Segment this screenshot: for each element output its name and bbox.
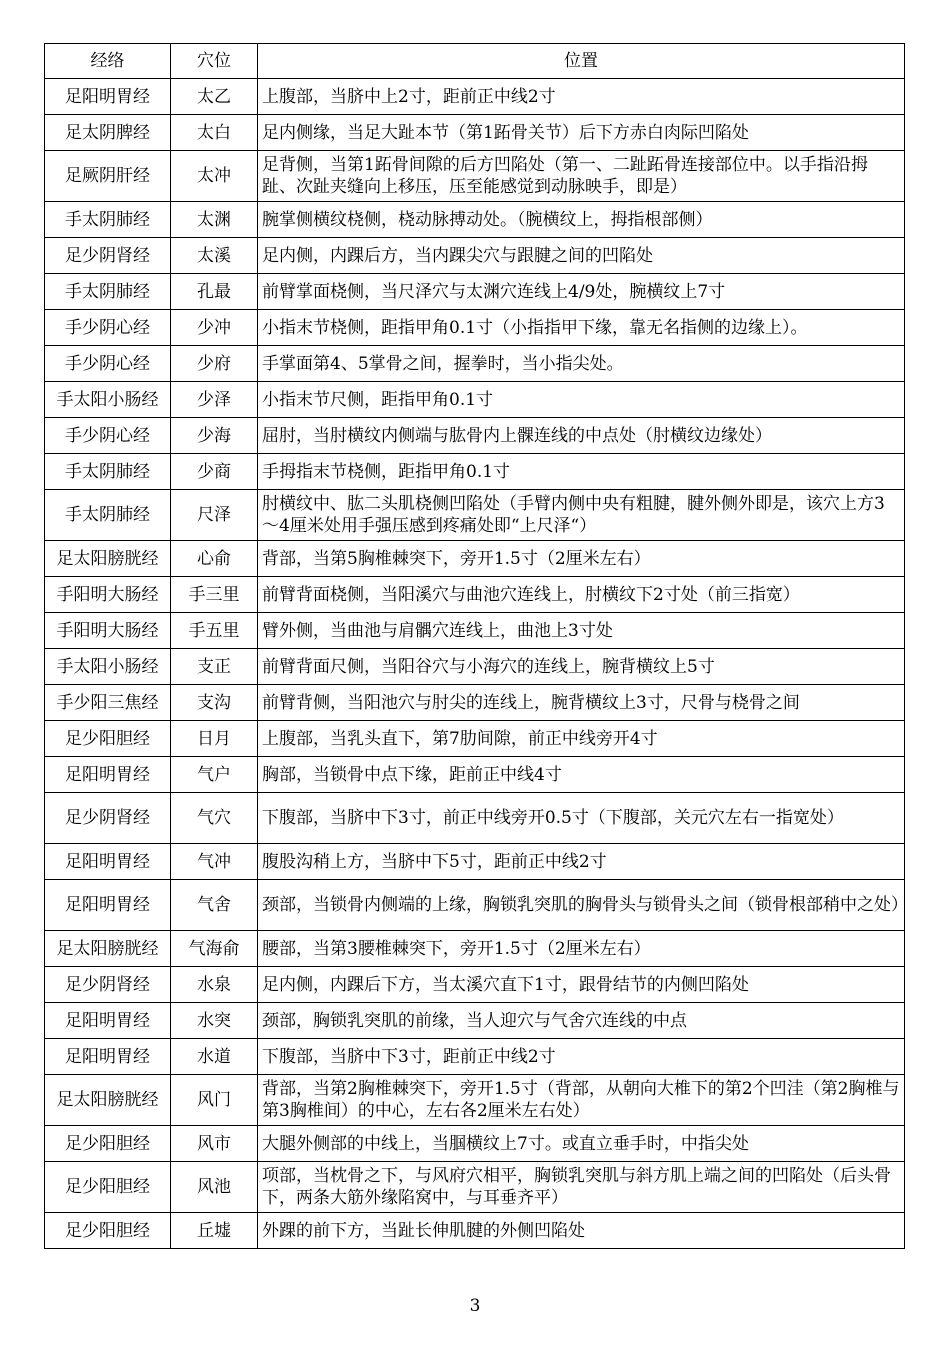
point-cell: 风池	[171, 1162, 258, 1213]
meridian-cell: 手太阳小肠经	[45, 649, 171, 685]
point-cell: 风门	[171, 1075, 258, 1126]
location-cell: 臂外侧，当曲池与肩髃穴连线上，曲池上3寸处	[258, 613, 905, 649]
point-cell: 太溪	[171, 238, 258, 274]
meridian-cell: 手少阴心经	[45, 310, 171, 346]
point-cell: 气户	[171, 757, 258, 793]
header-location: 位置	[258, 44, 905, 79]
table-row	[45, 757, 905, 793]
meridian-cell: 足少阳胆经	[45, 721, 171, 757]
header-point: 穴位	[171, 44, 258, 79]
meridian-cell: 足少阴肾经	[45, 238, 171, 274]
meridian-cell: 手少阴心经	[45, 418, 171, 454]
meridian-cell: 手阳明大肠经	[45, 577, 171, 613]
table-row	[45, 346, 905, 382]
location-cell: 前臂背面桡侧，当阳溪穴与曲池穴连线上，肘横纹下2寸处（前三指宽）	[258, 577, 905, 613]
location-cell: 大腿外侧部的中线上，当腘横纹上7寸。或直立垂手时，中指尖处	[258, 1126, 905, 1162]
point-cell: 少海	[171, 418, 258, 454]
header-row	[45, 44, 905, 79]
location-cell: 前臂背面尺侧，当阳谷穴与小海穴的连线上，腕背横纹上5寸	[258, 649, 905, 685]
location-cell: 足内侧，内踝后方，当内踝尖穴与跟腱之间的凹陷处	[258, 238, 905, 274]
point-cell: 少商	[171, 454, 258, 490]
location-cell: 腹股沟稍上方，当脐中下5寸，距前正中线2寸	[258, 844, 905, 880]
point-cell: 少府	[171, 346, 258, 382]
point-cell: 水道	[171, 1039, 258, 1075]
meridian-cell: 手太阴肺经	[45, 490, 171, 541]
table-row	[45, 454, 905, 490]
meridian-cell: 手太阴肺经	[45, 274, 171, 310]
table-row	[45, 382, 905, 418]
meridian-cell: 足少阳胆经	[45, 1213, 171, 1249]
location-cell: 上腹部，当脐中上2寸，距前正中线2寸	[258, 79, 905, 115]
point-cell: 水泉	[171, 967, 258, 1003]
acupoint-table	[44, 43, 908, 1249]
point-cell: 少冲	[171, 310, 258, 346]
table-row	[45, 721, 905, 757]
table-row	[45, 1162, 905, 1213]
meridian-cell: 足阳明胃经	[45, 79, 171, 115]
table-row	[45, 490, 905, 541]
meridian-cell: 足阳明胃经	[45, 1039, 171, 1075]
meridian-cell: 足太阴脾经	[45, 115, 171, 151]
meridian-cell: 手太阴肺经	[45, 454, 171, 490]
location-cell: 腕掌侧横纹桡侧，桡动脉搏动处。（腕横纹上，拇指根部侧）	[258, 202, 905, 238]
table-row	[45, 931, 905, 967]
location-cell: 手拇指末节桡侧，距指甲角0.1寸	[258, 454, 905, 490]
meridian-cell: 手少阳三焦经	[45, 685, 171, 721]
meridian-cell: 足少阴肾经	[45, 967, 171, 1003]
table-row	[45, 115, 905, 151]
meridian-cell: 手太阳小肠经	[45, 382, 171, 418]
table-row	[45, 685, 905, 721]
meridian-cell: 手阳明大肠经	[45, 613, 171, 649]
table-row	[45, 613, 905, 649]
table-row	[45, 1126, 905, 1162]
table-row	[45, 202, 905, 238]
location-cell: 腰部，当第3腰椎棘突下，旁开1.5寸（2厘米左右）	[258, 931, 905, 967]
point-cell: 太冲	[171, 151, 258, 202]
meridian-cell: 手太阴肺经	[45, 202, 171, 238]
table-row	[45, 238, 905, 274]
meridian-cell: 足厥阴肝经	[45, 151, 171, 202]
point-cell: 手三里	[171, 577, 258, 613]
location-cell: 颈部，当锁骨内侧端的上缘，胸锁乳突肌的胸骨头与锁骨头之间（锁骨根部稍中之处）	[258, 880, 905, 931]
table-row	[45, 310, 905, 346]
meridian-cell: 足阳明胃经	[45, 844, 171, 880]
point-cell: 太白	[171, 115, 258, 151]
header-meridian: 经络	[45, 44, 171, 79]
table-row	[45, 880, 905, 931]
location-cell: 下腹部，当脐中下3寸，距前正中线2寸	[258, 1039, 905, 1075]
meridian-cell: 足阳明胃经	[45, 880, 171, 931]
location-cell: 小指末节桡侧，距指甲角0.1寸（小指指甲下缘，靠无名指侧的边缘上）。	[258, 310, 905, 346]
table-row	[45, 1039, 905, 1075]
point-cell: 孔最	[171, 274, 258, 310]
page-number: 3	[469, 1296, 481, 1316]
meridian-cell: 足太阳膀胱经	[45, 541, 171, 577]
table-row	[45, 577, 905, 613]
location-cell: 肘横纹中、肱二头肌桡侧凹陷处（手臂内侧中央有粗腱，腱外侧外即是，该穴上方3～4厘米处用手强压感到疼痛处即“上尺泽“）	[258, 490, 905, 541]
point-cell: 太乙	[171, 79, 258, 115]
meridian-cell: 手少阴心经	[45, 346, 171, 382]
table-row	[45, 793, 905, 844]
location-cell: 颈部，胸锁乳突肌的前缘，当人迎穴与气舍穴连线的中点	[258, 1003, 905, 1039]
point-cell: 气穴	[171, 793, 258, 844]
table-row	[45, 274, 905, 310]
location-cell: 背部，当第5胸椎棘突下，旁开1.5寸（2厘米左右）	[258, 541, 905, 577]
meridian-cell: 足阳明胃经	[45, 1003, 171, 1039]
location-cell: 下腹部，当脐中下3寸，前正中线旁开0.5寸（下腹部，关元穴左右一指宽处）	[258, 793, 905, 844]
table-row	[45, 1213, 905, 1249]
point-cell: 支正	[171, 649, 258, 685]
location-cell: 足内侧，内踝后下方，当太溪穴直下1寸，跟骨结节的内侧凹陷处	[258, 967, 905, 1003]
location-cell: 背部，当第2胸椎棘突下，旁开1.5寸（背部，从朝向大椎下的第2个凹洼（第2胸椎与第3胸椎间）的中心，左右各2厘米左右处）	[258, 1075, 905, 1126]
point-cell: 日月	[171, 721, 258, 757]
location-cell: 手掌面第4、5掌骨之间，握拳时，当小指尖处。	[258, 346, 905, 382]
table-row	[45, 541, 905, 577]
table-row	[45, 967, 905, 1003]
location-cell: 前臂背侧，当阳池穴与肘尖的连线上，腕背横纹上3寸，尺骨与桡骨之间	[258, 685, 905, 721]
point-cell: 太渊	[171, 202, 258, 238]
location-cell: 足内侧缘，当足大趾本节（第1跖骨关节）后下方赤白肉际凹陷处	[258, 115, 905, 151]
point-cell: 水突	[171, 1003, 258, 1039]
location-cell: 外踝的前下方，当趾长伸肌腱的外侧凹陷处	[258, 1213, 905, 1249]
meridian-cell: 足少阴肾经	[45, 793, 171, 844]
meridian-cell: 足少阳胆经	[45, 1162, 171, 1213]
point-cell: 尺泽	[171, 490, 258, 541]
point-cell: 支沟	[171, 685, 258, 721]
location-cell: 足背侧，当第1跖骨间隙的后方凹陷处（第一、二趾跖骨连接部位中。以手指沿拇趾、次趾夹缝向上移压，压至能感觉到动脉映手，即是）	[258, 151, 905, 202]
meridian-cell: 足少阳胆经	[45, 1126, 171, 1162]
table-row	[45, 79, 905, 115]
meridian-cell: 足太阳膀胱经	[45, 931, 171, 967]
location-cell: 屈肘，当肘横纹内侧端与肱骨内上髁连线的中点处（肘横纹边缘处）	[258, 418, 905, 454]
point-cell: 气海俞	[171, 931, 258, 967]
location-cell: 前臂掌面桡侧，当尺泽穴与太渊穴连线上4/9处，腕横纹上7寸	[258, 274, 905, 310]
location-cell: 小指末节尺侧，距指甲角0.1寸	[258, 382, 905, 418]
table-row	[45, 649, 905, 685]
table-row	[45, 844, 905, 880]
point-cell: 气舍	[171, 880, 258, 931]
location-cell: 项部，当枕骨之下，与风府穴相平，胸锁乳突肌与斜方肌上端之间的凹陷处（后头骨下，两条大筋外缘陷窝中，与耳垂齐平）	[258, 1162, 905, 1213]
point-cell: 少泽	[171, 382, 258, 418]
table-row	[45, 418, 905, 454]
point-cell: 心俞	[171, 541, 258, 577]
point-cell: 气冲	[171, 844, 258, 880]
meridian-cell: 足阳明胃经	[45, 757, 171, 793]
location-cell: 胸部，当锁骨中点下缘，距前正中线4寸	[258, 757, 905, 793]
table-row	[45, 151, 905, 202]
point-cell: 手五里	[171, 613, 258, 649]
point-cell: 风市	[171, 1126, 258, 1162]
table-row	[45, 1003, 905, 1039]
location-cell: 上腹部，当乳头直下，第7肋间隙，前正中线旁开4寸	[258, 721, 905, 757]
meridian-cell: 足太阳膀胱经	[45, 1075, 171, 1126]
table-row	[45, 1075, 905, 1126]
point-cell: 丘墟	[171, 1213, 258, 1249]
